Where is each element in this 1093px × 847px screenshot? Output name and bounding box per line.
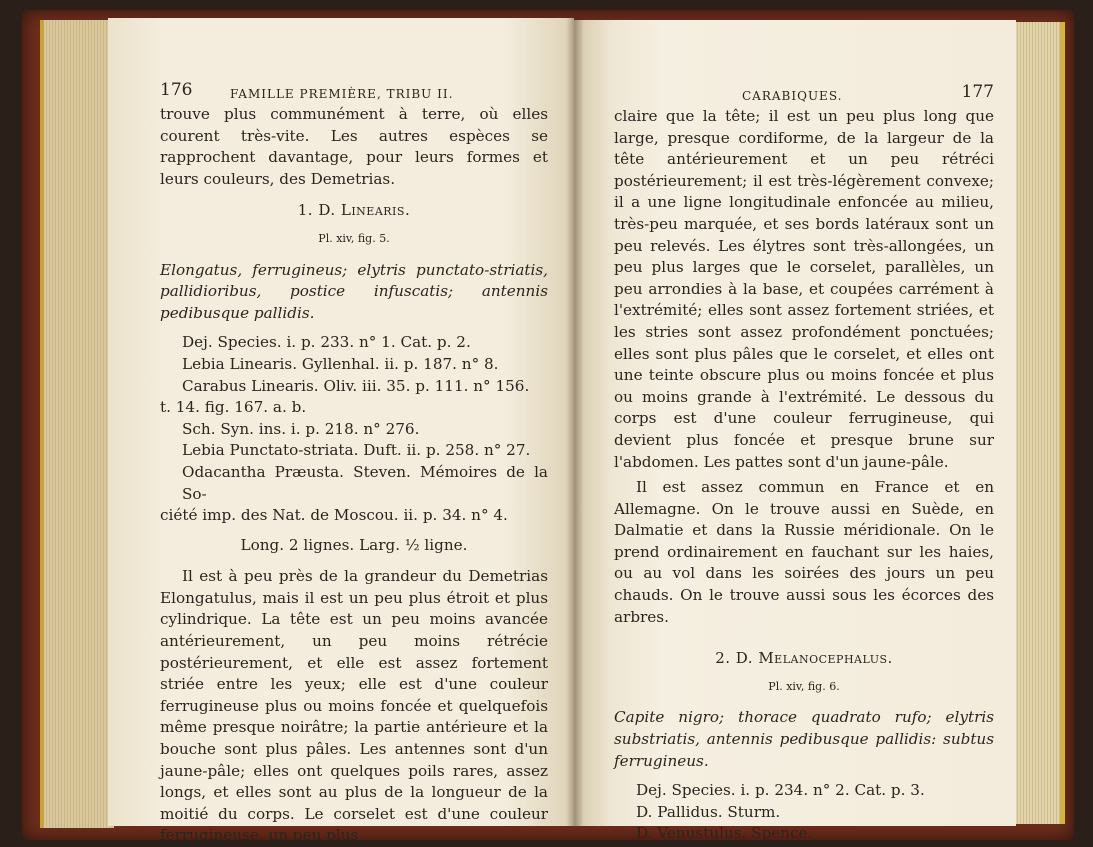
- right-page-header: [614, 82, 994, 106]
- book-gutter: [566, 18, 584, 826]
- intro-paragraph: trouve plus communément à terre, où elles courent très-vite. Les autres espèces se rapprochent davantage, pour leurs formes et leurs couleurs, des Demetrias.: [160, 105, 548, 188]
- description-paragraph: Il est à peu près de la grandeur du Demetrias Elongatulus, mais il est un peu plus étroit et plus cylindrique. La tête est un peu moins avancée antérieurement, un peu moins rétrécie postérieurement, et elle est assez fortement striée entre les yeux; elle est d'une couleur ferrugineuse plus ou moins foncée et quelquefois même presque noirâtre; la partie antérieure et la bouche sont plus pâles. Les antennes sont d'un jaune-pâle; elles ont quelques poils rares, assez longs, et elles sont au plus de la longueur de la moitié du corps. Le corselet est d'une couleur ferrugineuse, un peu plus: [160, 567, 548, 845]
- running-head: CARABIQUES.: [742, 89, 843, 103]
- plate-reference: Pl. xiv, fig. 6.: [768, 679, 840, 693]
- reference-line: D. Venustulus. Spence.: [636, 824, 813, 843]
- species-heading: 2. D. Melanocephalus.: [715, 649, 893, 668]
- reference-line: ciété imp. des Nat. de Moscou. ii. p. 34. n° 4.: [160, 506, 508, 525]
- page-number: 177: [961, 82, 994, 102]
- left-page-header: [160, 80, 548, 104]
- left-page-content: [160, 80, 548, 847]
- reference-line: Dej. Species. i. p. 234. n° 2. Cat. p. 3.: [636, 781, 925, 800]
- right-page-content: [614, 82, 994, 845]
- reference-line: Lebia Linearis. Gyllenhal. ii. p. 187. n° 8.: [182, 354, 499, 373]
- reference-line: Sch. Syn. ins. i. p. 218. n° 276.: [182, 419, 420, 438]
- reference-line: Lebia Punctato-striata. Duft. ii. p. 258. n° 27.: [182, 441, 531, 460]
- running-head: FAMILLE PREMIÈRE, TRIBU II.: [230, 87, 454, 101]
- plate-reference: Pl. xiv, fig. 5.: [318, 231, 390, 245]
- latin-diagnosis: Capite nigro; thorace quadrato rufo; elytris substriatis, antennis pedibusque pallidis: subtus ferrugineus.: [614, 708, 994, 770]
- right-page-edges: [1012, 22, 1065, 824]
- species-heading: 1. D. Linearis.: [297, 201, 411, 220]
- right-page: [574, 20, 1016, 843]
- size-measurement: Long. 2 lignes. Larg. ½ ligne.: [240, 535, 468, 554]
- continuation-paragraph: claire que la tête; il est un peu plus long que large, presque cordiforme, de la largeur de la tête antérieurement et un peu rétréci postérieurement; il est très-légèrement convexe; il a une ligne longitudinale enfoncée au milieu, très-peu marquée, et ses bords latéraux sont un peu relevés. Les élytres sont très-allongées, un peu plus larges que le corselet, parallèles, un peu arrondies à la base, et coupées carrément à l'extrémité; elles sont assez fortement striées, et les stries sont assez profondément ponctuées; elles sont plus pâles que le corselet, et elles ont une teinte obscure plus ou moins foncée et plus ou moins grande à l'extrémité. Le dessous du corps est d'une couleur ferrugineuse, qui devient plus foncée et presque brune sur l'abdomen. Les pattes sont d'un jaune-pâle.: [614, 107, 994, 471]
- reference-line: Dej. Species. i. p. 233. n° 1. Cat. p. 2.: [182, 333, 471, 352]
- left-page: [108, 18, 574, 845]
- left-page-edges: [40, 20, 114, 828]
- reference-line: t. 14. fig. 167. a. b.: [160, 398, 307, 417]
- latin-diagnosis: Elongatus, ferrugineus; elytris punctato-striatis, pallidioribus, postice infuscatis; antennis pedibusque pallidis.: [160, 260, 548, 322]
- reference-line: D. Pallidus. Sturm.: [636, 802, 781, 821]
- reference-line: Carabus Linearis. Oliv. iii. 35. p. 111. n° 156.: [182, 376, 530, 395]
- page-number: 176: [160, 80, 193, 100]
- reference-line: Odacantha Præusta. Steven. Mémoires de la So-: [182, 462, 548, 503]
- habitat-paragraph: Il est assez commun en France et en Allemagne. On le trouve aussi en Suède, en Dalmatie et dans la Russie méridionale. On le prend ordinairement en fauchant sur les haies, ou au vol dans les soirées des jours un peu chauds. On le trouve aussi sous les écorces des arbres.: [614, 478, 994, 626]
